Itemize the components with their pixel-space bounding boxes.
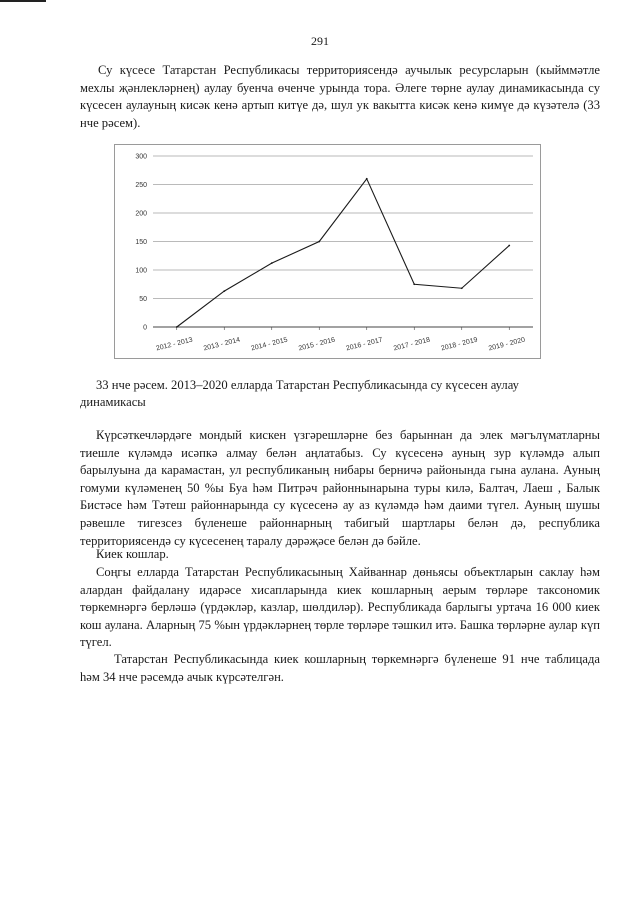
x-tick-label: 2016 - 2017 [345, 336, 384, 353]
data-point [366, 178, 368, 180]
data-point [413, 283, 415, 285]
data-point [318, 241, 320, 243]
paragraph-muskrat-intro: Су күсесе Татарстан Республикасы территориясендә аучылык ресурсларын (кыйммәтле мехлы җәнлекләрнең) аулау буенча өченче урында тора. Әлеге төрне аулау динамикасында су күсесен аулауның кисәк кенә артып китүе дә, шул ук вакытта кисәк кенә кимүе дә күзәтелә (33 нче рәсем). [80, 63, 600, 130]
data-point [223, 290, 225, 292]
series-line [177, 179, 510, 327]
paragraph-table-reference: Татарстан Республикасында киек кошларның төркемнәргә бүленеше 91 нче таблицада һәм 34 нче рәсемдә ачык күрсәтелгән. [80, 652, 600, 684]
page-number: 291 [311, 34, 329, 48]
caption-line-1: 33 нче рәсем. 2013–2020 елларда Татарстан Республикасында су күсесен аулау [96, 378, 519, 392]
y-tick-label: 0 [143, 324, 147, 332]
data-point [508, 245, 510, 247]
paragraph-analysis: Күрсәткечләрдәге мондый кискен үзгәрешләрне без барыннан да элек мәгълүматларны тиешле күләмдә исәпкә алмау белән аңлатабыз. Су күсесенә ауның зур күләмдә алып барылуына да карамастан, ул республиканың нибары берничә районында гына аулана. Ауның гомуми күләменең 50 %ы Буа һәм Питрәч районнынарына туры килә, Балтач, Лаеш , Балык Бистәсе һәм Тәтеш районнарында су күсесенә ау аз күләмдә һәм даими түгел. Ауның шушы рәвешле тигезсез бүленеше районнарның табигый шартлары белән дә, республика территориясендә су күсесенең таралу дәрәҗәсе белән дә бәйле. [80, 428, 600, 548]
data-point [461, 287, 463, 289]
chart-svg [115, 145, 540, 358]
x-tick-label: 2014 - 2015 [250, 336, 289, 353]
data-point [176, 326, 178, 328]
y-tick-label: 200 [135, 210, 147, 218]
section-heading-game-birds: Киек кошлар. [96, 547, 169, 561]
y-tick-label: 100 [135, 267, 147, 275]
figure-caption [80, 377, 600, 411]
y-tick-label: 300 [135, 153, 147, 161]
y-tick-label: 50 [139, 296, 147, 303]
y-tick-label: 250 [135, 182, 147, 189]
muskrat-hunting-chart [114, 144, 541, 359]
data-point [271, 262, 273, 264]
top-rule [0, 0, 46, 2]
x-tick-label: 2019 - 2020 [487, 336, 526, 353]
y-tick-label: 150 [135, 239, 147, 246]
x-tick-label: 2018 - 2019 [440, 336, 479, 353]
x-tick-label: 2012 - 2013 [155, 336, 194, 353]
x-tick-label: 2015 - 2016 [297, 336, 336, 353]
caption-line-2: динамикасы [80, 395, 146, 409]
x-tick-label: 2017 - 2018 [392, 336, 431, 353]
paragraph-game-birds: Соңгы елларда Татарстан Республикасының Хайваннар дөньясы объектларын саклау һәм алардан файдалану идарәсе хисапларында киек кошларның аерым төрләре таксономик төркемнәргә берләшә (үрдәкләр, казлар, шөлдиләр). Республикада барлыгы уртача 16 000 киек кош аулана. Аларның 75 %ын үрдәкләрнең төрле төрләре тәшкил итә. Башка төрләрне аулар күп түгел. [80, 565, 600, 650]
x-tick-label: 2013 - 2014 [202, 336, 241, 353]
